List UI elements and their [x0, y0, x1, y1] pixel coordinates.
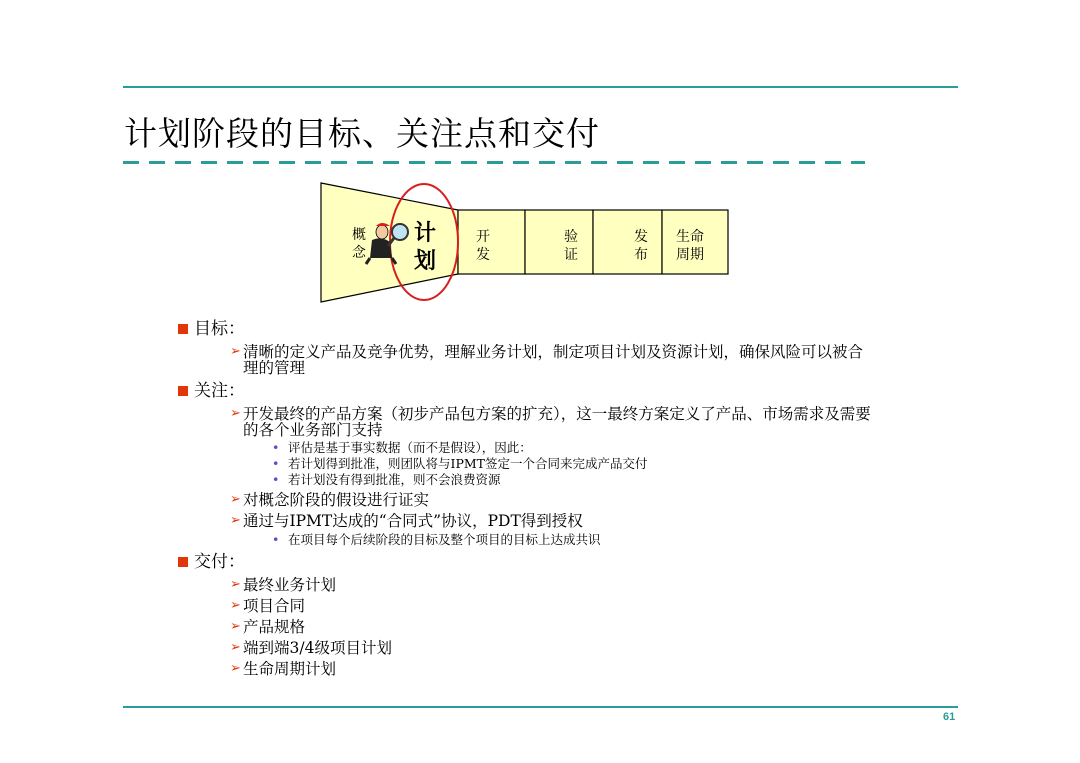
- deliverable-item-4: [230, 640, 878, 656]
- square-bullet-icon: [178, 324, 188, 334]
- title-dashed-underline: [123, 161, 865, 164]
- arrow-bullet-icon: ➢: [230, 406, 241, 421]
- item-text: 生命周期计划: [243, 660, 337, 678]
- arrow-bullet-icon: ➢: [230, 619, 241, 634]
- dot-bullet-icon: •: [272, 440, 280, 455]
- stage-box-release: [593, 210, 662, 274]
- content-body: [178, 318, 878, 677]
- plan-label-bottom: 划: [414, 248, 437, 274]
- phase-diagram: [320, 182, 740, 306]
- section-heading-text: 交付：: [194, 552, 245, 572]
- dot-bullet-icon: •: [272, 456, 280, 471]
- stage-label-lifecycle: 生命 周期: [676, 229, 704, 263]
- arrow-bullet-icon: ➢: [230, 598, 241, 613]
- deliverable-item-1: [230, 577, 878, 593]
- focus-sub-item-1: [272, 440, 878, 456]
- stage-label-verify: 验 证: [564, 229, 578, 263]
- arrow-bullet-icon: ➢: [230, 513, 241, 528]
- sub-item-text: 在项目每个后续阶段的目标及整个项目的目标上达成共识: [288, 532, 601, 547]
- page-title: 计划阶段的目标、关注点和交付: [124, 114, 600, 153]
- stage-box-verify: [525, 210, 593, 274]
- arrow-bullet-icon: ➢: [230, 344, 241, 359]
- sub-item-text: 若计划得到批准，则团队将与IPMT签定一个合同来完成产品交付: [288, 456, 648, 471]
- arrow-bullet-icon: ➢: [230, 661, 241, 676]
- item-text: 端到端3/4级项目计划: [243, 639, 392, 657]
- item-text: 清晰的定义产品及竞争优势，理解业务计划，制定项目计划及资源计划，确保风险可以被合理的管理: [243, 343, 864, 377]
- focus-sub-item-4: [272, 532, 878, 548]
- plan-label-top: 计: [414, 220, 437, 246]
- deliverable-item-2: [230, 598, 878, 614]
- item-text: 最终业务计划: [243, 576, 337, 594]
- deliverable-item-5: [230, 661, 878, 677]
- sub-item-text: 若计划没有得到批准，则不会浪费资源: [288, 472, 501, 487]
- dot-bullet-icon: •: [272, 532, 280, 547]
- stage-label-develop: 开 发: [476, 229, 490, 263]
- bottom-rule: [123, 706, 958, 708]
- dot-bullet-icon: •: [272, 472, 280, 487]
- stage-label-release: 发 布: [634, 229, 648, 263]
- square-bullet-icon: [178, 557, 188, 567]
- item-text: 项目合同: [243, 597, 306, 615]
- section-heading-text: 关注：: [194, 381, 245, 401]
- sub-item-text: 评估是基于事实数据（而不是假设），因此：: [288, 440, 532, 455]
- focus-item-2: [230, 492, 878, 508]
- square-bullet-icon: [178, 386, 188, 396]
- deliverable-item-3: [230, 619, 878, 635]
- stage-box-develop: [458, 210, 525, 274]
- section-heading-focus: [178, 380, 878, 402]
- top-rule: [123, 86, 958, 88]
- arrow-bullet-icon: ➢: [230, 577, 241, 592]
- item-text: 对概念阶段的假设进行证实: [243, 491, 430, 509]
- focus-sub-item-3: [272, 472, 878, 488]
- focus-sub-item-2: [272, 456, 878, 472]
- focus-item-1: [230, 406, 878, 438]
- arrow-bullet-icon: ➢: [230, 492, 241, 507]
- section-heading-deliverables: [178, 551, 878, 573]
- page-number: 61: [943, 711, 956, 723]
- arrow-bullet-icon: ➢: [230, 640, 241, 655]
- item-text: 通过与IPMT达成的“合同式”协议，PDT得到授权: [243, 512, 583, 530]
- item-text: 开发最终的产品方案（初步产品包方案的扩充），这一最终方案定义了产品、市场需求及需要的各个业务部门支持: [243, 405, 871, 439]
- section-heading-text: 目标：: [194, 319, 245, 339]
- item-text: 产品规格: [243, 618, 306, 636]
- goal-item-1: [230, 344, 878, 376]
- focus-item-3: [230, 513, 878, 529]
- concept-label: 概 念: [352, 227, 366, 261]
- section-heading-goal: [178, 318, 878, 340]
